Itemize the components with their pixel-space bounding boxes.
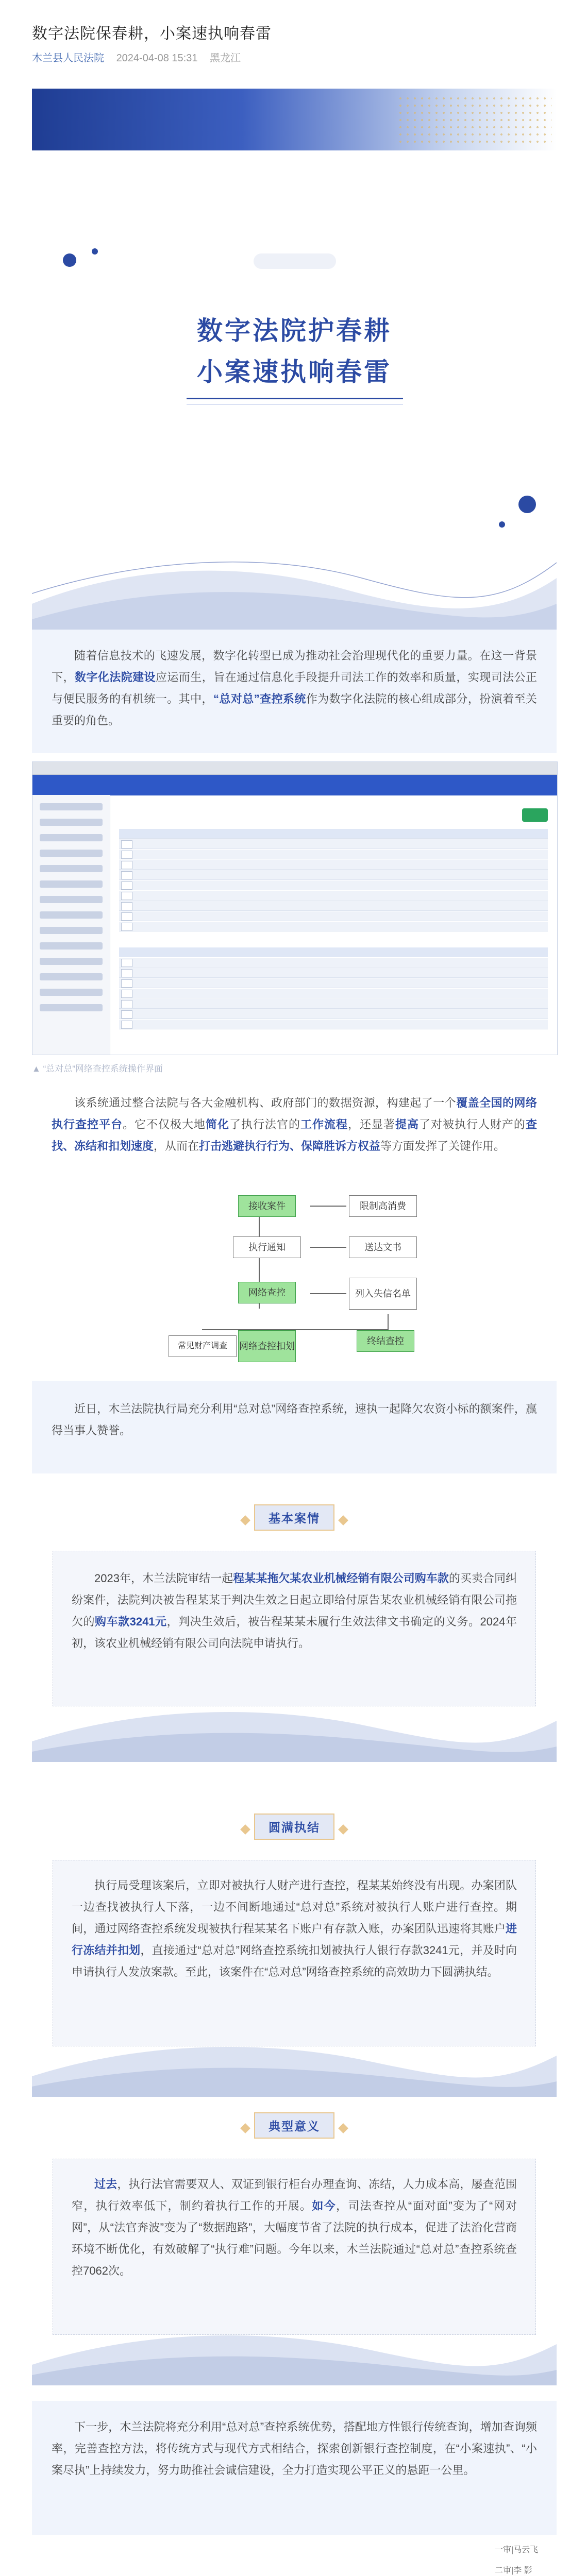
section-paragraph: 过去，执行法官需要双人、双证到银行柜台办理查询、冻结，人力成本高，屡查范围窄，执行效率低下，制约着执行工作的开展。如今，司法查控从“面对面”变为了“网对网”，从“法官奔波”变为了“数据跑路”，大幅度节省了法院的执行成本，促进了法治化营商环境不断优化，有效破解了“执行难”问题。今年以来，木兰法院通过“总对总”查控系统查控7062次。 [72,2178,517,2277]
table-row [119,901,548,911]
system-nav-bar [32,775,557,795]
closing-band [32,2401,557,2535]
decor-circle [499,521,505,528]
section-wave [32,2318,557,2385]
flow-node-serve: 送达文书 [349,1236,417,1258]
section-wave [32,2030,557,2097]
flow-node-notice: 执行通知 [233,1236,301,1258]
table-row [119,870,548,880]
account-name-link[interactable]: 木兰县人民法院 [32,53,104,64]
hero-heading-line2: 小案速执响春雷 [197,358,392,386]
table-row [119,958,548,968]
table-row [119,911,548,921]
closing-paragraph: 下一步，木兰法院将充分利用“总对总”查控系统优势，搭配地方性银行传统查询，增加查询频率，完善查控方法，将传统方式与现代方式相结合，探索创新银行查控制度，在“小案速执”、“小案尽执”上持续发力，努力助推社会诚信建设，全力打造实现公平正义的悬距一公里。 [52,2420,537,2477]
table-row [119,880,548,890]
flow-node-deduct: 网络查控扣划 [238,1330,296,1362]
window-titlebar [32,762,557,775]
table-row [119,999,548,1009]
article-title: 数字法院保春耕，小案速执响春雷 [32,25,272,42]
flow-node-terminate: 终结查控 [357,1330,414,1352]
lead-paragraph: 近日，木兰法院执行局充分利用“总对总”网络查控系统，速执一起降欠农资小标的额案件，赢得当事人赞誉。 [52,1402,537,1437]
hero-heading [32,310,557,393]
hero-banner [32,89,557,630]
flow-node-restrict: 限制高消费 [349,1195,417,1217]
section-significance [32,2112,557,2401]
section-heading: 圆满执结 [32,1814,557,1840]
status-badge [522,808,548,822]
table-header-row [119,829,548,839]
hero-wave [32,542,557,630]
article-meta [32,49,250,64]
section-basic-facts [32,1504,557,1793]
system-screenshot [32,761,558,1055]
section-heading: 基本案情 [32,1504,557,1531]
publish-datetime: 2024-04-08 15:31 [116,53,198,64]
section-heading: 典型意义 [32,2112,557,2139]
intro-band [32,630,557,753]
decor-circle [92,248,98,255]
process-flowchart [32,1195,557,1365]
table-row [119,978,548,988]
section-card [53,2159,536,2335]
decor-circle [518,496,536,513]
section-card [53,1860,536,2046]
decor-pill [254,253,336,269]
table-row [119,891,548,901]
section-wave [32,1695,557,1762]
section-execution [32,1814,557,2102]
intro-paragraph: 随着信息技术的飞速发展，数字化转型已成为推动社会治理现代化的重要力量。在这一背景下，数字化法院建设应运而生，旨在通过信息化手段提升司法工作的效率和质量，实现司法公正与便民服务的有机统一。其中，“总对总”查控系统作为数字化法院的核心组成部分，扮演着至关重要的角色。 [52,649,537,727]
decor-circle [63,253,76,267]
flow-node-property-survey: 常见财产调查 [169,1335,237,1357]
table-row [119,839,548,849]
lead-band [32,1381,557,1473]
table-header-row [119,947,548,957]
editor-credits [495,2540,538,2576]
table-row [119,922,548,931]
system-paragraph-block [32,1092,557,1157]
screenshot-caption: ▲ “总对总”网络查控系统操作界面 [32,1064,163,1074]
section-card [53,1551,536,1706]
table-row [119,1009,548,1019]
section-paragraph: 2023年，木兰法院审结一起程某某拖欠某农业机械经销有限公司购车款的买卖合同纠纷案件，法院判决被告程某某于判决生效之日起立即给付原告某农业机械经销有限公司拖欠的购车款3241元，判决生效后，被告程某某未履行生效法律文书确定的义务。2024年初，该农业机械经销有限公司向法院申请执行。 [72,1572,517,1650]
table-row [119,1020,548,1029]
flow-node-receive: 接收案件 [238,1195,296,1217]
table-row [119,968,548,978]
flow-node-online-control: 网络查控 [238,1282,296,1303]
flow-node-blacklist: 列入失信名单 [349,1278,417,1310]
hero-dot-pattern [397,95,551,146]
table-row [119,860,548,870]
hero-heading-line1: 数字法院护春耕 [197,316,392,345]
section-paragraph: 执行局受理该案后，立即对被执行人财产进行查控，程某某始终没有出现。办案团队一边查找被执行人下落，一边不间断地通过“总对总”系统对被执行人账户进行查控。期间，通过网络查控系统发现被执行程某某名下账户有存款入账，办案团队迅速将其账户进行冻结并扣划，直接通过“总对总”网络查控系统扣划被执行人银行存款3241元，并及时向申请执行人发放案款。至此，该案件在“总对总”网络查控系统的高效助力下圆满执结。 [72,1879,517,1978]
table-row [119,989,548,998]
system-sidebar [32,795,110,1055]
system-paragraph: 该系统通过整合法院与各大金融机构、政府部门的数据资源，构建起了一个覆盖全国的网络执行查控平台。它不仅极大地简化了执行法官的工作流程，还显著提高了对被执行人财产的查找、冻结和扣划速度，从而在打击逃避执行行为、保障胜诉方权益等方面发挥了关键作用。 [52,1096,537,1153]
credit-line: 一审|马云飞 [495,2546,539,2554]
publish-location: 黑龙江 [210,53,241,64]
hero-underline [187,398,403,399]
credit-line: 二审|李 影 [495,2566,532,2575]
table-row [119,850,548,859]
